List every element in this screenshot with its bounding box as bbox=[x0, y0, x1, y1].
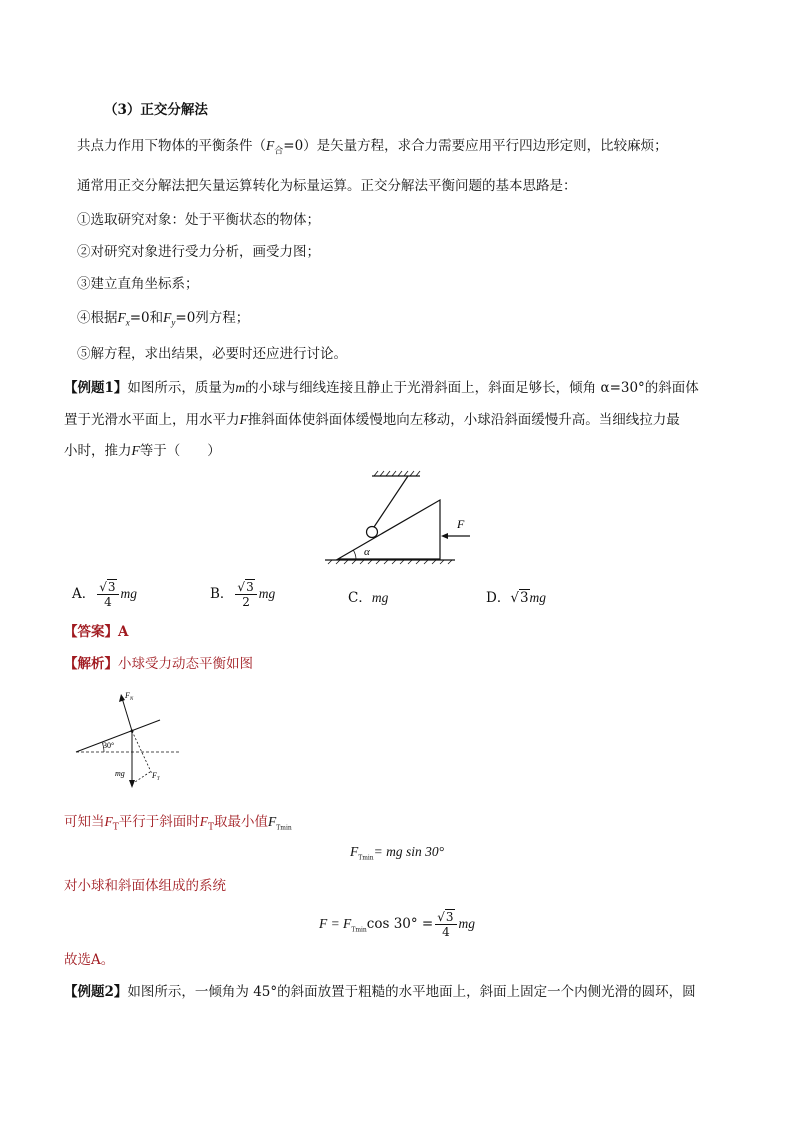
option-d-sqrt: √3 bbox=[510, 590, 529, 606]
eq1-sub: Tmin bbox=[358, 854, 374, 862]
example2-text: 如图所示，一倾角为 45°的斜面放置于粗糙的水平地面上，斜面上固定一个内侧光滑的圆环，圆 bbox=[127, 984, 696, 1000]
analysis-text: 小球受力动态平衡如图 bbox=[118, 656, 253, 672]
step-2: ②对研究对象进行受力分析，画受力图； bbox=[77, 244, 320, 260]
conclusion: 故选A。 bbox=[64, 952, 115, 968]
angle-30-label: 30° bbox=[103, 741, 115, 750]
eq1-rhs: = mg sin 30° bbox=[373, 844, 445, 859]
p1-f-symbol: F bbox=[266, 138, 275, 153]
option-d-radicand: 3 bbox=[519, 590, 529, 606]
step-3: ③建立直角坐标系； bbox=[77, 276, 199, 292]
step-4-text-a: ④根据 bbox=[77, 310, 118, 326]
line1-text-c: 取最小值 bbox=[214, 814, 269, 830]
eq2-mid: cos 30° = bbox=[366, 916, 434, 932]
option-c[interactable] bbox=[348, 586, 388, 606]
step-4-x-sub: x bbox=[125, 317, 130, 328]
example1-tag: 【例题1】 bbox=[64, 380, 128, 396]
step-4 bbox=[77, 308, 249, 333]
mg-label: mg bbox=[115, 769, 125, 778]
option-a-fraction: $\frac{√3}{4}$ bbox=[97, 580, 118, 609]
example1-line3 bbox=[64, 441, 221, 461]
eq2-radicand: 3 bbox=[445, 910, 454, 924]
option-c-label: C． bbox=[348, 590, 372, 606]
option-a-radicand: 3 bbox=[107, 580, 116, 594]
equation-1 bbox=[0, 842, 794, 869]
line1-FT-F2: F bbox=[199, 814, 209, 829]
line1-text-b: 平行于斜面时 bbox=[118, 814, 200, 830]
example1-text-d: 推斜面体使斜面体缓慢地向左移动，小球沿斜面缓慢升高。当细线拉力最 bbox=[247, 412, 680, 428]
example1-line1 bbox=[64, 378, 699, 398]
line1-Fmin-F: F bbox=[268, 814, 277, 829]
step-4-text-c: =0列方程； bbox=[175, 310, 250, 326]
answer bbox=[64, 622, 128, 642]
p1-f-subscript: 合 bbox=[274, 146, 284, 157]
option-d[interactable] bbox=[486, 586, 546, 606]
step-4-text-b: =0和 bbox=[129, 310, 164, 326]
answer-tag: 【答案】 bbox=[64, 624, 118, 640]
force-F-label: F bbox=[457, 517, 465, 531]
equation-2 bbox=[0, 910, 794, 941]
example1-line2 bbox=[64, 410, 680, 430]
eq1-F: F bbox=[349, 844, 359, 859]
p1-text-a: 共点力作用下物体的平衡条件（ bbox=[77, 138, 266, 154]
paragraph-equilibrium bbox=[77, 136, 668, 162]
eq2-fraction: $\frac{√3}{4}$ bbox=[435, 910, 456, 939]
example1-F2: F bbox=[131, 443, 140, 458]
alpha-label: α bbox=[364, 546, 370, 558]
line1-FT-T: T bbox=[112, 822, 119, 833]
option-d-mg: mg bbox=[529, 590, 547, 605]
option-a-label: A． bbox=[72, 586, 96, 602]
option-d-label: D． bbox=[486, 590, 511, 606]
line1-FT-F: F bbox=[104, 814, 113, 829]
line1-text-a: 可知当 bbox=[64, 814, 105, 830]
option-b[interactable] bbox=[210, 580, 275, 609]
paragraph-method: 通常用正交分解法把矢量运算转化为标量运算。正交分解法平衡问题的基本思路是： bbox=[77, 178, 577, 194]
example1-m: m bbox=[235, 380, 246, 395]
eq2-lhs: F = F bbox=[318, 916, 352, 931]
option-b-fraction: $\frac{√3}{2}$ bbox=[235, 580, 256, 609]
step-4-fx: F bbox=[117, 310, 126, 325]
step-5: ⑤解方程，求出结果，必要时还应进行讨论。 bbox=[77, 346, 347, 362]
example1-F: F bbox=[239, 412, 248, 427]
option-b-mg: mg bbox=[258, 586, 276, 601]
FN-label: $F_N$ bbox=[125, 691, 134, 702]
analysis-tag: 【解析】 bbox=[64, 656, 118, 672]
example1-text-c: 置于光滑水平面上，用水平力 bbox=[64, 412, 240, 428]
example1-text-b: 的小球与细线连接且静止于光滑斜面上，斜面足够长，倾角 α=30°的斜面体 bbox=[245, 380, 699, 396]
option-a-mg: mg bbox=[120, 586, 138, 601]
force-diagram bbox=[70, 684, 190, 794]
option-a[interactable] bbox=[72, 580, 137, 609]
step-1: ①选取研究对象：处于平衡状态的物体； bbox=[77, 212, 320, 228]
eq2-mg: mg bbox=[458, 916, 476, 931]
analysis-line1 bbox=[64, 812, 292, 839]
incline-figure bbox=[320, 470, 480, 570]
eq2-denominator: 4 bbox=[442, 925, 450, 939]
p1-text-b: =0）是矢量方程，求合力需要应用平行四边形定则，比较麻烦； bbox=[283, 138, 668, 154]
step-4-y-sub: y bbox=[171, 317, 176, 328]
step-4-fy: F bbox=[163, 310, 172, 325]
line1-Fmin-sub: Tmin bbox=[276, 824, 292, 832]
option-b-radicand: 3 bbox=[246, 580, 254, 594]
option-b-denominator: 2 bbox=[242, 595, 250, 609]
option-c-mg: mg bbox=[371, 590, 389, 605]
example2-tag: 【例题2】 bbox=[64, 984, 128, 1000]
FT-label: $F_T$ bbox=[152, 771, 160, 782]
option-a-denominator: 4 bbox=[104, 595, 112, 609]
analysis-intro bbox=[64, 654, 253, 674]
answer-value: A bbox=[118, 624, 129, 640]
eq2-sub: Tmin bbox=[351, 926, 367, 934]
example1-text-f: 等于（ ） bbox=[139, 443, 221, 459]
example2-line1 bbox=[64, 982, 696, 1002]
analysis-line2: 对小球和斜面体组成的系统 bbox=[64, 878, 226, 894]
option-b-label: B． bbox=[210, 586, 234, 602]
example1-text-e: 小时，推力 bbox=[64, 443, 132, 459]
line1-FT-T2: T bbox=[208, 822, 215, 833]
section-title: （3）正交分解法 bbox=[104, 102, 208, 118]
example1-text-a: 如图所示，质量为 bbox=[127, 380, 236, 396]
